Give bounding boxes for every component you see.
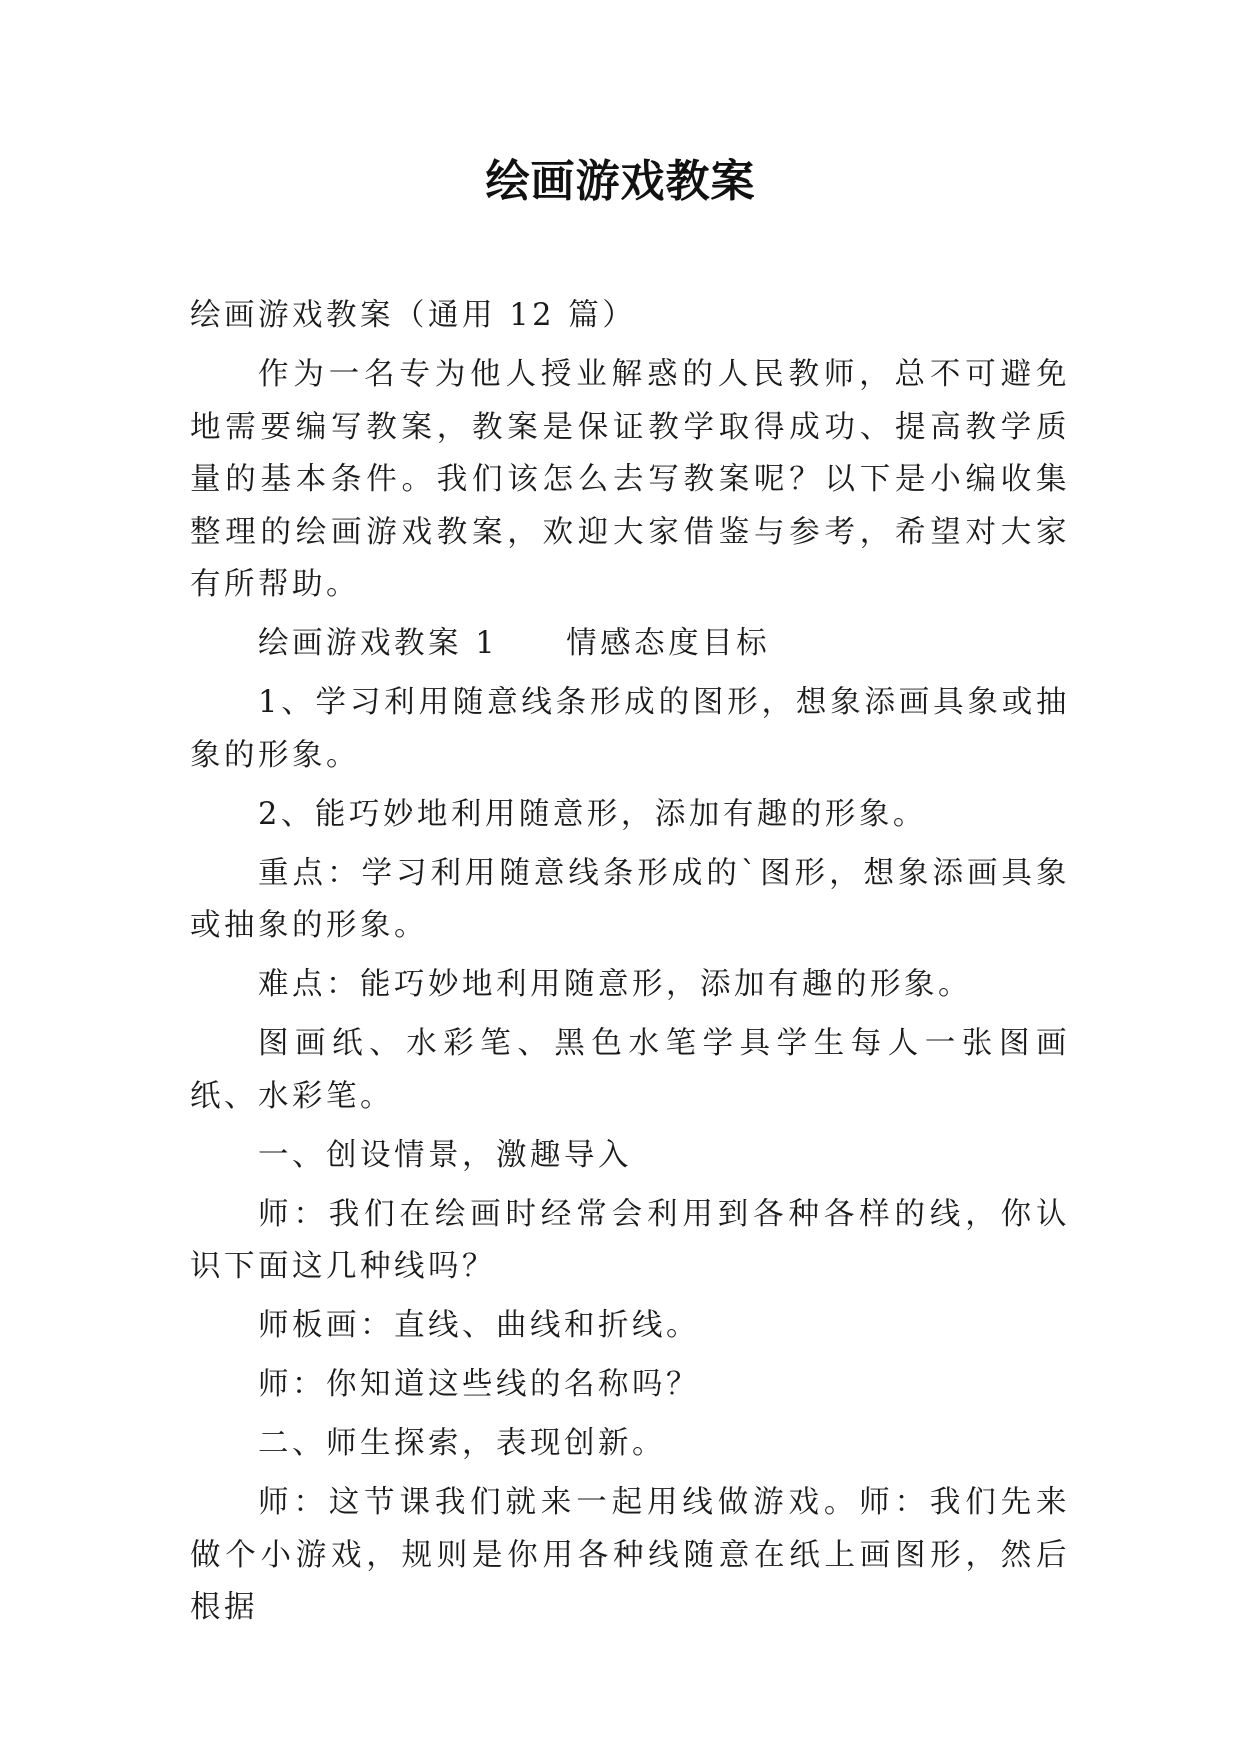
paragraph: 师板画：直线、曲线和折线。	[258, 1308, 700, 1343]
paragraph: 师：你知道这些线的名称吗？	[258, 1367, 700, 1402]
paragraph: 难点：能巧妙地利用随意形，添加有趣的形象。	[258, 967, 972, 1002]
document-title: 绘画游戏教案	[485, 156, 756, 207]
paragraph: 师：这节课我们就来一起用线做游戏。师：我们先来做个小游戏，规则是你用各种线随意在纸上画图形，然后根据	[190, 1485, 1070, 1625]
paragraph: 一、创设情景，激趣导入	[258, 1137, 632, 1173]
paragraph: 二、师生探索，表现创新。	[258, 1426, 666, 1461]
paragraph: 师：我们在绘画时经常会利用到各种各样的线，你认识下面这几种线吗？	[190, 1196, 1070, 1284]
section-heading: 绘画游戏教案 1 情感态度目标	[258, 626, 771, 661]
paragraph: 重点：学习利用随意线条形成的`图形，想象添画具象或抽象的形象。	[190, 855, 1070, 943]
paragraph: 作为一名专为他人授业解惑的人民教师，总不可避免地需要编写教案，教案是保证教学取得成功、提高教学质量的基本条件。我们该怎么去写教案呢？以下是小编收集整理的绘画游戏教案，欢迎大家借鉴与参考，希望对大家有所帮助。	[190, 357, 1070, 602]
paragraph: 图画纸、水彩笔、黑色水笔学具学生每人一张图画纸、水彩笔。	[190, 1026, 1070, 1114]
paragraph: 1、学习利用随意线条形成的图形，想象添画具象或抽象的形象。	[190, 685, 1070, 773]
subtitle-line: 绘画游戏教案（通用 12 篇）	[190, 298, 637, 333]
document-body	[190, 290, 1070, 1641]
paragraph: 2、能巧妙地利用随意形，添加有趣的形象。	[258, 796, 927, 832]
